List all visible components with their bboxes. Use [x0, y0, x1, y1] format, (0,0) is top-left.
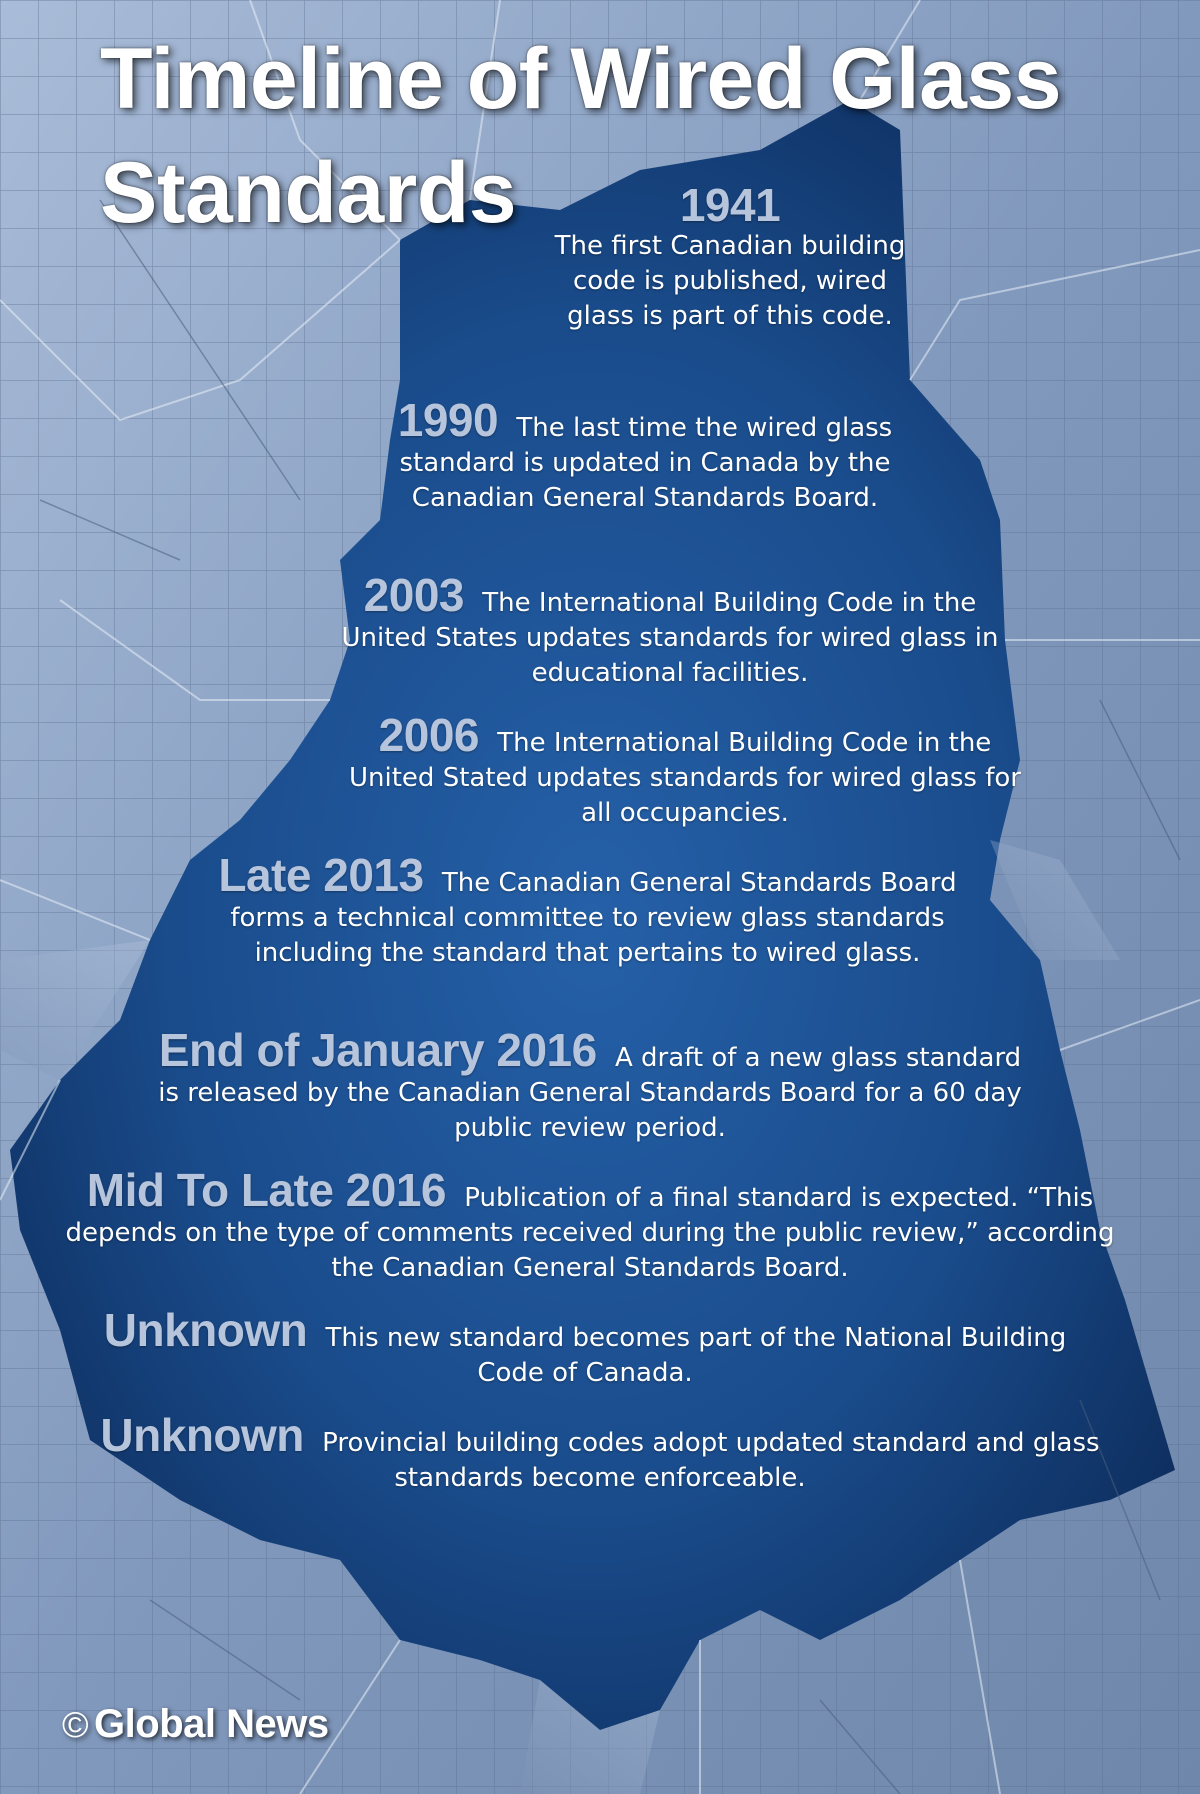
timeline-entry-unknown-provincial [70, 1409, 1130, 1496]
entry-year: 2003 [363, 569, 465, 621]
page-title: Timeline of Wired Glass Standards [100, 31, 1062, 241]
entry-text: Publication of a final standard is expected. “This depends on the type of comments received during the public review,” according the Canadian General Standards Board. [65, 1183, 1115, 1283]
timeline-entry-january-2016 [150, 1024, 1030, 1146]
timeline-entry-late-2013 [200, 849, 975, 971]
entry-text: The International Building Code in the United Stated updates standards for wired glass for all occupancies. [349, 728, 1021, 828]
entry-year: 1990 [397, 394, 499, 446]
timeline-entry-1941 [545, 179, 915, 334]
entry-text: This new standard becomes part of the National Building Code of Canada. [325, 1323, 1067, 1388]
entry-year: Mid To Late 2016 [86, 1164, 447, 1216]
copyright-footer [62, 1700, 329, 1749]
entry-text: The International Building Code in the United States updates standards for wired glass in educational facilities. [341, 588, 999, 688]
brand-name: Global News [94, 1702, 329, 1746]
timeline-entry-mid-late-2016 [45, 1164, 1135, 1286]
timeline-entry-unknown-national [70, 1304, 1100, 1391]
copyright-icon: © [62, 1704, 89, 1745]
entry-text: The last time the wired glass standard is updated in Canada by the Canadian General Standards Board. [399, 413, 893, 513]
entry-year: End of January 2016 [158, 1024, 597, 1076]
entry-year: 1941 [679, 179, 781, 231]
entry-text: The Canadian General Standards Board forms a technical committee to review glass standards including the standard that pertains to wired glass. [230, 868, 957, 968]
entry-year: Late 2013 [218, 849, 424, 901]
timeline-entry-2003 [335, 569, 1005, 691]
timeline-entry-1990 [390, 394, 900, 516]
entry-text: A draft of a new glass standard is released by the Canadian General Standards Board for a 60 day public review period. [158, 1043, 1022, 1143]
entry-text: Provincial building codes adopt updated standard and glass standards become enforceable. [322, 1428, 1100, 1493]
entry-year: 2006 [378, 709, 480, 761]
entry-year: Unknown [103, 1304, 308, 1356]
entry-year: Unknown [100, 1409, 304, 1461]
timeline-entry-2006 [335, 709, 1035, 831]
entry-text: The first Canadian building code is published, wired glass is part of this code. [554, 231, 906, 331]
